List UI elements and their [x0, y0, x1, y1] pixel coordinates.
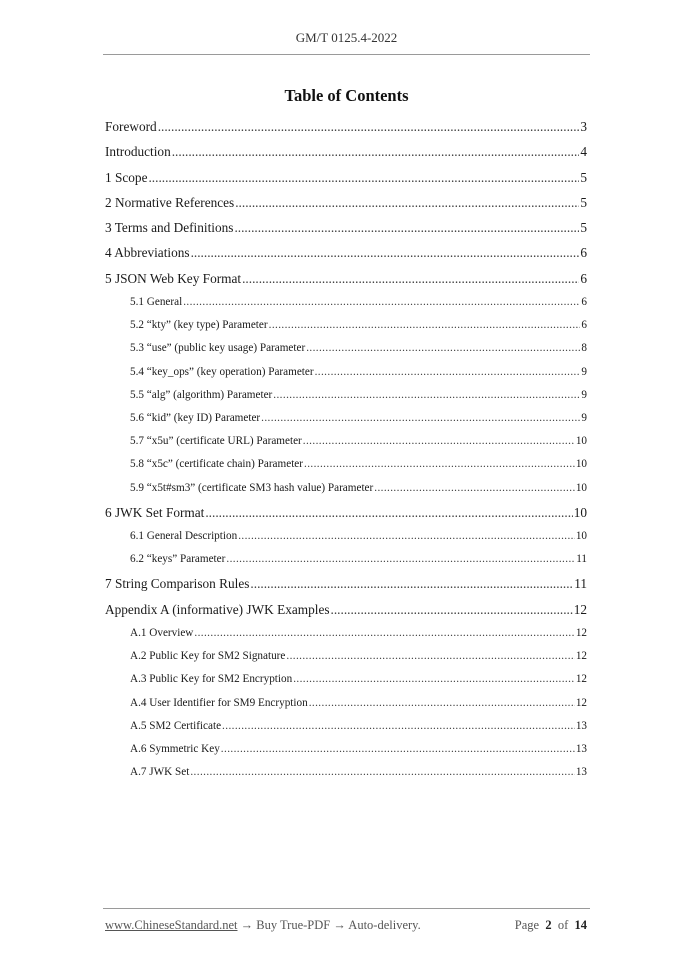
toc-entry-page: 6 [581, 319, 587, 332]
toc-entry-title: 5.3 “use” (public key usage) Parameter [130, 342, 306, 355]
page-footer [105, 918, 587, 933]
page-label: Page [514, 918, 540, 932]
toc-leader-dots [306, 342, 580, 354]
toc-leader-dots [191, 245, 580, 261]
toc-entry-page: 5 [580, 169, 587, 185]
toc-entry-page: 10 [573, 504, 587, 520]
toc-entry[interactable] [105, 602, 587, 627]
toc-leader-dots [148, 170, 579, 186]
toc-entry[interactable] [105, 220, 587, 245]
toc-entry-page: 13 [575, 742, 587, 755]
toc-entry[interactable] [105, 195, 587, 220]
toc-leader-dots [304, 458, 575, 470]
toc-entry-page: 13 [575, 766, 587, 779]
toc-leader-dots [261, 412, 580, 424]
toc-entry-page: 4 [580, 144, 587, 160]
toc-leader-dots [315, 366, 581, 378]
toc-entry-title: 5.1 General [130, 296, 183, 309]
toc-entry[interactable] [105, 505, 587, 530]
toc-leader-dots [190, 766, 574, 778]
toc-entry-page: 6 [580, 270, 587, 286]
toc-leader-dots [158, 119, 580, 135]
toc-entry-title: 5.6 “kid” (key ID) Parameter [130, 412, 261, 425]
toc-entry[interactable] [105, 576, 587, 601]
toc-entry[interactable] [105, 435, 587, 458]
toc-leader-dots [222, 720, 575, 732]
toc-entry-title: 5 JSON Web Key Format [105, 270, 242, 286]
toc-entry[interactable] [105, 271, 587, 296]
toc-entry-title: 1 Scope [105, 169, 148, 185]
toc-entry-page: 5 [580, 220, 587, 236]
toc-entry[interactable] [105, 697, 587, 720]
toc-leader-dots [374, 482, 575, 494]
toc-entry[interactable] [105, 245, 587, 270]
toc-entry-title: A.2 Public Key for SM2 Signature [130, 650, 286, 663]
toc-entry-page: 9 [581, 388, 587, 401]
toc-leader-dots [205, 505, 572, 521]
toc-entry-title: 3 Terms and Definitions [105, 220, 234, 236]
toc-entry-page: 13 [575, 719, 587, 732]
current-page: 2 [545, 918, 552, 932]
toc-entry[interactable] [105, 720, 587, 743]
toc-leader-dots [286, 650, 574, 662]
toc-leader-dots [194, 627, 574, 639]
toc-entry-page: 12 [575, 627, 587, 640]
toc-entry-page: 5 [580, 194, 587, 210]
toc-entry-page: 12 [573, 601, 587, 617]
page-of-label: of [557, 918, 569, 932]
toc-entry[interactable] [105, 673, 587, 696]
toc-entry-title: A.3 Public Key for SM2 Encryption [130, 673, 293, 686]
toc-leader-dots [269, 319, 581, 331]
toc-entry-title: 6 JWK Set Format [105, 504, 205, 520]
toc-entry-title: 5.8 “x5c” (certificate chain) Parameter [130, 458, 303, 471]
toc-entry-title: 5.9 “x5t#sm3” (certificate SM3 hash value) Parameter [130, 481, 374, 494]
toc-leader-dots [303, 435, 575, 447]
toc-entry[interactable] [105, 743, 587, 766]
toc-leader-dots [234, 220, 579, 236]
toc-entry[interactable] [105, 412, 587, 435]
toc-entry-title: 7 String Comparison Rules [105, 576, 250, 592]
toc-entry-title: Introduction [105, 144, 171, 160]
toc-entry-title: Foreword [105, 119, 157, 134]
toc-entry[interactable] [105, 482, 587, 505]
toc-leader-dots [309, 697, 575, 709]
toc-entry-page: 12 [575, 696, 587, 709]
toc-entry-page: 10 [575, 530, 587, 543]
toc-entry[interactable] [105, 650, 587, 673]
toc-entry[interactable] [105, 144, 587, 169]
footer-divider [103, 908, 590, 909]
toc-entry-page: 9 [581, 365, 587, 378]
table-of-contents [105, 119, 587, 789]
toc-entry-title: 4 Abbreviations [105, 245, 190, 261]
toc-entry[interactable] [105, 119, 587, 144]
toc-entry[interactable] [105, 389, 587, 412]
toc-entry-title: 5.7 “x5u” (certificate URL) Parameter [130, 435, 302, 448]
toc-entry-page: 6 [581, 296, 587, 309]
toc-entry[interactable] [105, 342, 587, 365]
toc-entry-title: 6.2 “keys” Parameter [130, 553, 226, 566]
toc-entry-title: Appendix A (informative) JWK Examples [105, 601, 330, 617]
page-title: Table of Contents [284, 86, 409, 105]
page-number [515, 918, 587, 933]
toc-entry[interactable] [105, 366, 587, 389]
header-divider [103, 54, 590, 55]
toc-entry-page: 10 [575, 481, 587, 494]
document-code: GM/T 0125.4-2022 [295, 30, 398, 45]
toc-entry-page: 3 [580, 119, 587, 134]
toc-entry-page: 11 [576, 553, 587, 566]
toc-entry-page: 8 [581, 342, 587, 355]
toc-leader-dots [226, 553, 575, 565]
toc-leader-dots [238, 530, 575, 542]
toc-entry[interactable] [105, 627, 587, 650]
toc-entry-page: 10 [575, 435, 587, 448]
toc-entry-page: 11 [574, 576, 587, 592]
toc-entry-page: 6 [580, 245, 587, 261]
toc-entry[interactable] [105, 170, 587, 195]
toc-leader-dots [235, 195, 579, 211]
toc-entry[interactable] [105, 458, 587, 481]
total-pages: 14 [574, 918, 587, 932]
toc-entry-title: A.6 Symmetric Key [130, 742, 220, 755]
toc-entry[interactable] [105, 319, 587, 342]
toc-leader-dots [172, 144, 580, 160]
toc-entry-title: A.4 User Identifier for SM9 Encryption [130, 696, 308, 709]
toc-entry-page: 12 [575, 673, 587, 686]
toc-entry-page: 12 [575, 650, 587, 663]
toc-entry-page: 9 [581, 412, 587, 425]
toc-leader-dots [250, 576, 573, 592]
toc-entry[interactable] [105, 530, 587, 553]
toc-entry-title: A.1 Overview [130, 627, 194, 640]
toc-entry[interactable] [105, 296, 587, 319]
toc-entry[interactable] [105, 553, 587, 576]
toc-entry-title: 5.5 “alg” (algorithm) Parameter [130, 388, 273, 401]
footer-promo [105, 918, 421, 933]
toc-entry-title: 5.4 “key_ops” (key operation) Parameter [130, 365, 314, 378]
toc-leader-dots [242, 271, 579, 287]
toc-entry-title: 2 Normative References [105, 194, 235, 210]
toc-entry-title: 6.1 General Description [130, 530, 238, 543]
toc-leader-dots [331, 602, 573, 618]
toc-leader-dots [293, 673, 575, 685]
toc-leader-dots [273, 389, 580, 401]
site-link[interactable]: www.ChineseStandard.net [105, 918, 238, 932]
toc-entry[interactable] [105, 766, 587, 789]
toc-entry-title: A.5 SM2 Certificate [130, 719, 222, 732]
footer-tagline: → Buy True-PDF → Auto-delivery. [237, 918, 421, 932]
toc-entry-page: 10 [575, 458, 587, 471]
toc-leader-dots [183, 296, 580, 308]
toc-entry-title: A.7 JWK Set [130, 766, 190, 779]
toc-leader-dots [221, 743, 575, 755]
toc-entry-title: 5.2 “kty” (key type) Parameter [130, 319, 268, 332]
